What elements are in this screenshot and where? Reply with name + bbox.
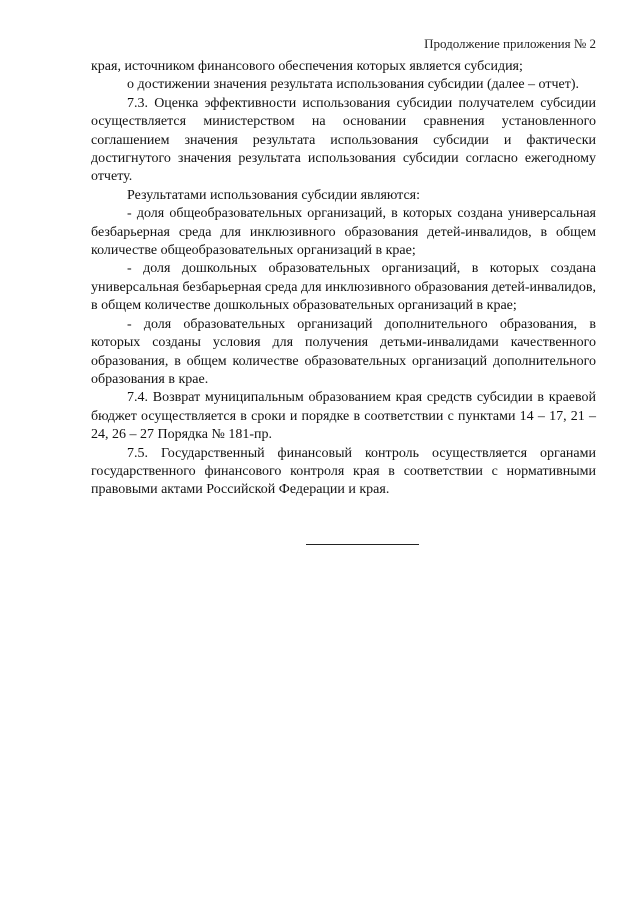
- paragraph-7-3: 7.3. Оценка эффективности использования субсидии получателем субсидии осуществляется министерством на основании сравнения установленного соглашением значения результата использования субсидии и фактически достигнутого значения результата использования субсидии согласно ежегодному отчету.: [91, 95, 596, 185]
- page-header-continuation: Продолжение приложения № 2: [424, 36, 596, 51]
- paragraph-result-general-education: - доля общеобразовательных организаций, в которых создана универсальная безбарьерная среда для инклюзивного образования детей-инвалидов, в общем количестве общеобразовательных организаций в крае;: [91, 206, 596, 259]
- paragraph-7-5: 7.5. Государственный финансовый контроль осуществляется органами государственного финансового контроля края в соответствии с нормативными правовыми актами Российской Федерации и края.: [91, 445, 596, 498]
- document-body: [91, 58, 596, 500]
- end-of-document-rule: [306, 544, 419, 545]
- paragraph-line-continuation: края, источником финансового обеспечения которых является субсидия;: [91, 59, 523, 74]
- paragraph-results-intro: Результатами использования субсидии являются:: [127, 187, 421, 203]
- paragraph-result-additional-education: - доля образовательных организаций дополнительного образования, в которых созданы условия для получения детьми-инвалидами качественного образования, в общем количестве образовательных организаций дополнительного образования в крае.: [91, 316, 596, 387]
- paragraph-7-4: 7.4. Возврат муниципальным образованием края средств субсидии в краевой бюджет осуществляется в сроки и порядке в соответствии с пунктами 14 – 17, 21 – 24, 26 – 27 Порядка № 181-пр.: [91, 390, 596, 443]
- paragraph-report-definition: о достижении значения результата использования субсидии (далее – отчет).: [127, 77, 579, 93]
- paragraph-result-preschool: - доля дошкольных образовательных организаций, в которых создана универсальная безбарьерная среда для инклюзивного образования детей-инвалидов, в общем количестве дошкольных образовательных организаций в крае;: [91, 261, 596, 314]
